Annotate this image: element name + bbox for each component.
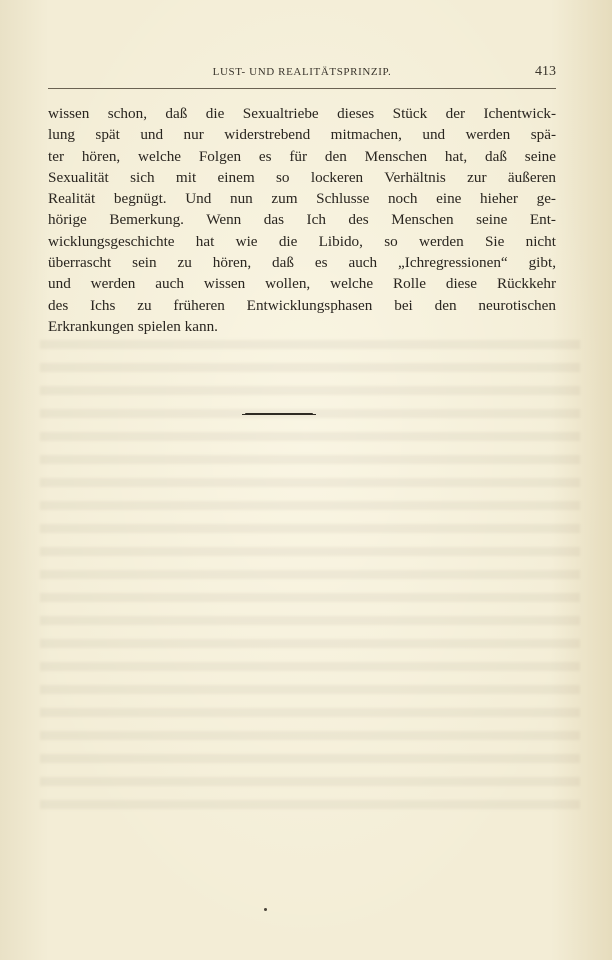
text-line: Erkrankungen spielen kann. xyxy=(48,317,218,335)
text-line: des Ichs zu früheren Entwicklungsphasen bei den neurotischen xyxy=(48,296,556,314)
page-header xyxy=(48,64,556,84)
text-line: überrascht sein zu hören, daß es auch „Ichregressionen“ gibt, xyxy=(48,254,556,272)
text-line: Sexualität sich mit einem so lockeren Verhältnis zur äußeren xyxy=(48,168,556,186)
end-of-chapter-rule xyxy=(245,413,313,415)
header-rule xyxy=(48,88,556,89)
text-line: wicklungsgeschichte hat wie die Libido, so werden Sie nicht xyxy=(48,232,556,250)
body-paragraph xyxy=(48,103,556,337)
text-line: lung spät und nur widerstrebend mitmachen, und werden spä- xyxy=(48,126,556,144)
page-number: 413 xyxy=(535,64,556,79)
running-title: LUST- UND REALITÄTSPRINZIP. xyxy=(212,66,392,78)
text-line: und werden auch wissen wollen, welche Rolle diese Rückkehr xyxy=(48,275,556,293)
show-through-from-reverse-page xyxy=(40,340,580,820)
text-line: hörige Bemerkung. Wenn das Ich des Menschen seine Ent- xyxy=(48,211,556,229)
paper-speck xyxy=(264,908,267,911)
text-line: ter hören, welche Folgen es für den Menschen hat, daß seine xyxy=(48,147,556,165)
text-line: wissen schon, daß die Sexualtriebe dieses Stück der Ichentwick- xyxy=(48,105,556,122)
text-line: Realität begnügt. Und nun zum Schlusse noch eine hieher ge- xyxy=(48,190,556,208)
